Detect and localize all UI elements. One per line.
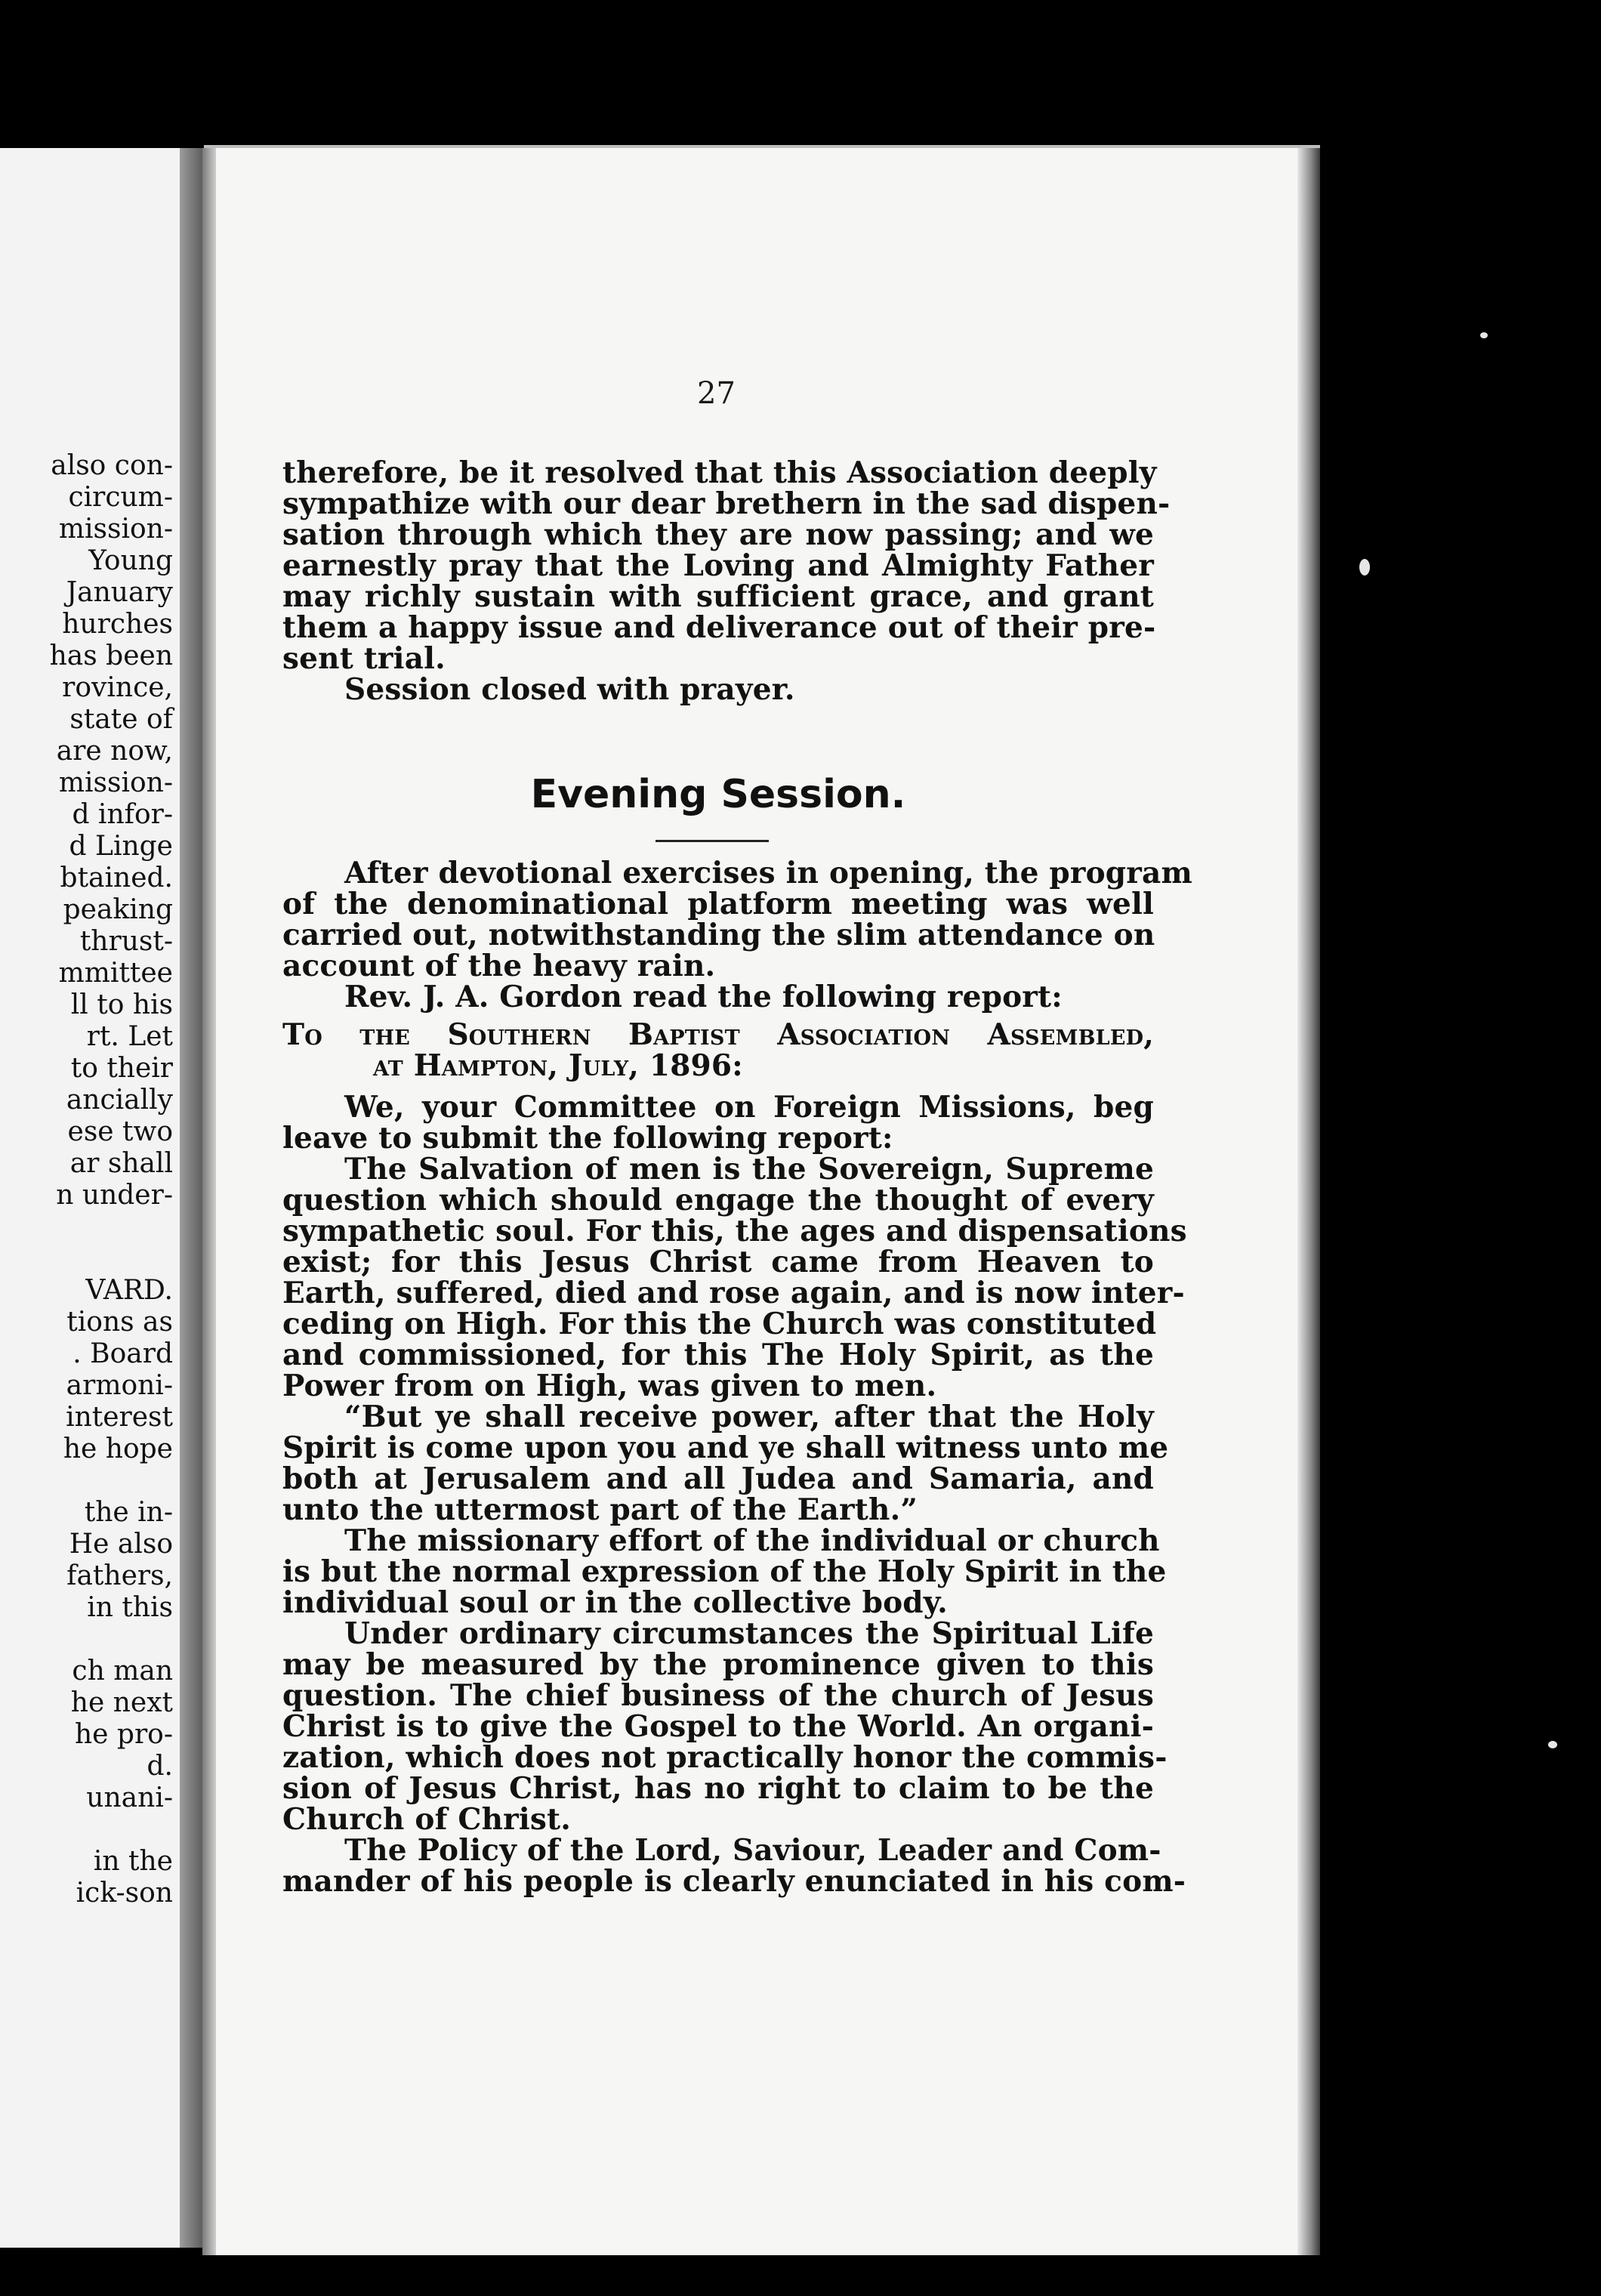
left-page-text — [0, 450, 173, 1909]
section-heading: Evening Session. — [530, 772, 906, 817]
page-inner-shadow — [202, 148, 217, 2255]
address-line: at Hampton, July, 1896: — [373, 1048, 743, 1083]
text-line: zation, which does not practically honor the commis- — [282, 1740, 1168, 1775]
left-page-line: . Board — [72, 1338, 173, 1369]
left-page-line: ch man — [72, 1656, 173, 1687]
text-line: may be measured by the prominence given to this — [282, 1647, 1154, 1682]
address-line: To the Southern Baptist Association Assembled, — [282, 1017, 1154, 1052]
left-page-line: to their — [70, 1053, 173, 1084]
text-line: sion of Jesus Christ, has no right to claim to be the — [282, 1771, 1154, 1806]
text-line: Power from on High, was given to men. — [282, 1369, 937, 1403]
text-line: We, your Committee on Foreign Missions, beg — [344, 1090, 1154, 1125]
text-line: Christ is to give the Gospel to the World. An organi- — [282, 1709, 1154, 1744]
text-line: Church of Christ. — [282, 1802, 572, 1837]
text-line: unto the uttermost part of the Earth.” — [282, 1492, 918, 1527]
left-page-line: He also — [69, 1529, 173, 1560]
left-page-line: in the — [93, 1846, 173, 1877]
left-page-line: circum- — [68, 482, 173, 513]
text-line: sympathetic soul. For this, the ages and dispensations — [282, 1214, 1187, 1248]
text-line: “But ye shall receive power, after that the Holy — [344, 1400, 1154, 1434]
text-line: may richly sustain with sufficient grace, and grant — [282, 579, 1154, 614]
text-line: sation through which they are now passing; and we — [282, 517, 1154, 552]
left-page-line: Young — [88, 545, 173, 576]
left-page-line: ar shall — [69, 1148, 173, 1179]
left-page-line: fathers, — [66, 1560, 173, 1591]
left-page-line: hurches — [62, 609, 173, 640]
page-outer-edge — [1297, 148, 1320, 2255]
text-line: Under ordinary circumstances the Spiritual Life — [344, 1616, 1154, 1651]
left-page-line — [0, 1624, 173, 1656]
text-line: The missionary effort of the individual or church — [344, 1523, 1160, 1558]
left-page-line: armoni- — [66, 1370, 173, 1401]
left-page-line: VARD. — [85, 1275, 173, 1306]
left-page-line: unani- — [86, 1782, 173, 1813]
left-page-line: also con- — [51, 450, 173, 481]
left-page-line: state of — [69, 704, 173, 735]
left-page-line: d Linge — [69, 831, 173, 862]
text-line: of the denominational platform meeting was well — [282, 887, 1154, 921]
left-page-line: n under- — [56, 1180, 173, 1211]
text-line: question. The chief business of the church of Jesus — [282, 1678, 1154, 1713]
left-page-line: mmittee — [58, 958, 173, 989]
left-page-line: January — [66, 577, 173, 608]
left-page-line: ese two — [67, 1116, 173, 1147]
left-page-line: mission- — [58, 767, 173, 798]
left-page-line: ll to his — [70, 989, 173, 1020]
left-page-line: interest — [66, 1402, 173, 1433]
left-page-line: ancially — [66, 1085, 173, 1116]
left-page-line: d infor- — [72, 799, 173, 830]
dust-speck — [1548, 1741, 1557, 1748]
page-number: 27 — [697, 376, 736, 411]
text-line: The Policy of the Lord, Saviour, Leader and Com- — [344, 1833, 1161, 1868]
left-page-line — [0, 1465, 173, 1497]
session-closed-line: Session closed with prayer. — [344, 672, 795, 707]
left-page-line: btained. — [60, 863, 173, 893]
left-page-line: in this — [87, 1592, 173, 1623]
text-line: Spirit is come upon you and ye shall witness unto me — [282, 1430, 1169, 1465]
text-line: both at Jerusalem and all Judea and Samaria, and — [282, 1461, 1154, 1496]
text-line: sent trial. — [282, 641, 446, 676]
left-page-line: the in- — [84, 1497, 173, 1528]
text-line: mander of his people is clearly enunciated in his com- — [282, 1864, 1186, 1899]
left-page-line: tions as — [66, 1307, 173, 1338]
left-page-line: he hope — [63, 1433, 173, 1464]
left-page-line — [0, 1814, 173, 1846]
left-page-line: peaking — [63, 894, 173, 925]
left-page-line: he next — [70, 1687, 173, 1718]
left-page-line: ick-son — [76, 1878, 173, 1909]
left-page-line: thrust- — [79, 926, 173, 957]
left-page-line: rovince, — [62, 672, 173, 703]
text-line: Earth, suffered, died and rose again, and is now inter- — [282, 1276, 1185, 1310]
text-line: The Salvation of men is the Sovereign, Supreme — [344, 1152, 1154, 1187]
text-line: ceding on High. For this the Church was constituted — [282, 1307, 1157, 1341]
text-line: exist; for this Jesus Christ came from Heaven to — [282, 1245, 1154, 1279]
text-line: individual soul or in the collective body. — [282, 1585, 948, 1620]
text-line: therefore, be it resolved that this Association deeply — [282, 455, 1157, 490]
left-page-line: mission- — [58, 514, 173, 545]
left-page-line — [0, 1211, 173, 1243]
left-page-line: rt. Let — [86, 1021, 173, 1052]
text-line: After devotional exercises in opening, the program — [344, 856, 1192, 890]
book-gutter — [180, 148, 202, 2248]
text-line: sympathize with our dear brethern in the sad dispen- — [282, 486, 1171, 521]
text-line: question which should engage the thought of every — [282, 1183, 1154, 1217]
heading-rule — [656, 840, 769, 842]
text-line: and commissioned, for this The Holy Spirit, as the — [282, 1338, 1154, 1372]
text-line: is but the normal expression of the Holy Spirit in the — [282, 1554, 1167, 1589]
text-line: account of the heavy rain. — [282, 949, 716, 983]
left-page-line: has been — [49, 640, 173, 671]
left-page-line — [0, 1243, 173, 1275]
dust-speck — [1359, 559, 1370, 576]
text-line: earnestly pray that the Loving and Almighty Father — [282, 548, 1154, 583]
left-page-line: he pro- — [74, 1719, 173, 1750]
left-facing-page — [0, 148, 185, 2248]
text-line: carried out, notwithstanding the slim attendance on — [282, 918, 1155, 952]
left-page-line: d. — [147, 1751, 173, 1782]
report-intro-line: Rev. J. A. Gordon read the following report: — [344, 980, 1063, 1014]
text-line: them a happy issue and deliverance out of their pre- — [282, 610, 1156, 645]
dust-speck — [1480, 332, 1488, 338]
text-line: leave to submit the following report: — [282, 1121, 893, 1156]
left-page-line: are now, — [56, 736, 173, 767]
